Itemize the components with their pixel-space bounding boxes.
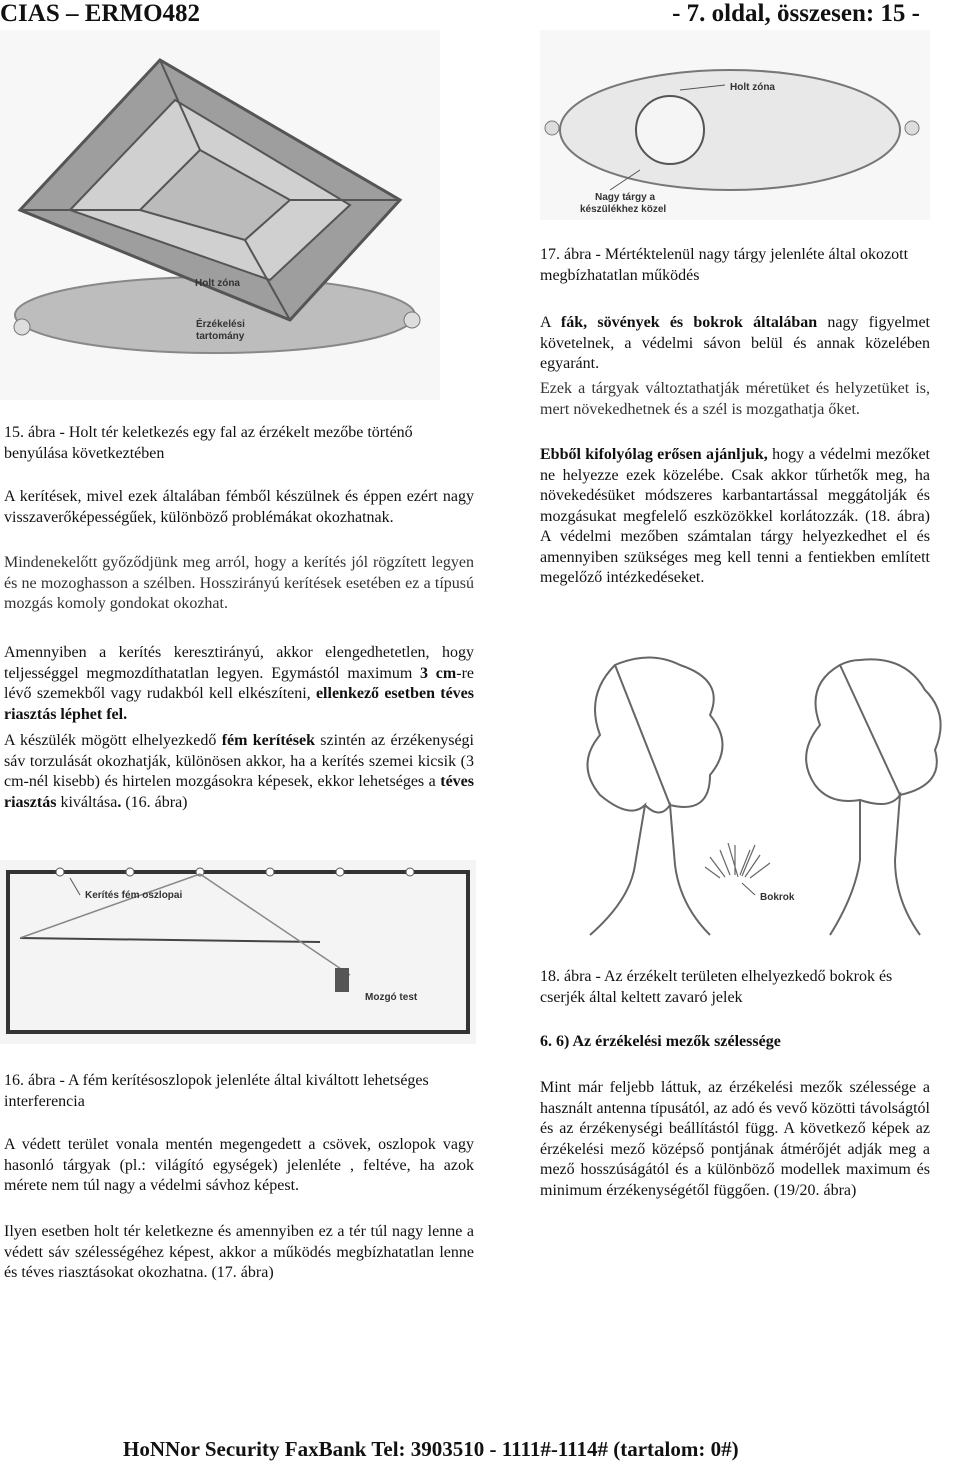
fig15-caption: 15. ábra - Holt tér keletkezés egy fal az érzékelt mezőbe történő benyúlása következtében xyxy=(4,424,413,462)
fig15-label-erzekelesi-2: tartomány xyxy=(196,331,245,342)
figure-18 xyxy=(560,645,960,945)
figure-15 xyxy=(0,30,440,400)
figure-17 xyxy=(540,30,930,220)
figure-16 xyxy=(0,860,476,1044)
footer: HoNNor Security FaxBank Tel: 3903510 - 1111#-1114# (tartalom: 0#) xyxy=(123,1437,739,1461)
fig16-caption: 16. ábra - A fém kerítésoszlopok jelenléte által kiváltott lehetséges interferencia xyxy=(4,1072,429,1110)
right-paragraph-3: Ebből kifolyólag erősen ajánljuk, hogy a védelmi mezőket ne helyezze ezek közelébe. Csak akkor tűrhetők meg, ha növekedésüket módszeres karbantartással meggátolják és mozgásukat megfelelő eszközökkel korlátozzák. (18. ábra) A védelmi mezőben számtalan tárgy helyezkedhet el és amennyiben szükséges meg kell tenni a fentiekben említett megelőző intézkedéseket. xyxy=(540,446,931,586)
right-paragraph-2: Ezek a tárgyak változtathatják méretüket és helyzetüket is, mert növekedhetnek és a szél is mozgathatja őket. xyxy=(540,380,930,418)
fig17-label-nagy-targy-1: Nagy tárgy a xyxy=(595,192,656,203)
left-paragraph-4: A készülék mögött elhelyezkedő fém kerítések szintén az érzékenységi sáv torzulását okozhatják, különösen akkor, ha a kerítés szemei kicsik (3 cm-nél kisebb) és hirtelen mozgásokra képesek, ekkor lehetséges a téves riasztás kiváltása. (16. ábra) xyxy=(4,732,474,811)
fig18-caption: 18. ábra - Az érzékelt területen elhelyezkedő bokrok és cserjék által keltett zavaró jelek xyxy=(540,968,893,1006)
fig16-label-moving: Mozgó test xyxy=(365,992,418,1003)
fig18-label-bokrok: Bokrok xyxy=(760,892,795,903)
fig15-label-erzekelesi-1: Érzékelési xyxy=(196,319,245,330)
section-heading: 6. 6) Az érzékelési mezők szélessége xyxy=(540,1033,781,1050)
left-paragraph-6: Ilyen esetben holt tér keletkezne és amennyiben ez a tér túl nagy lenne a védett sáv szélességéhez képest, akkor a működés megbízhatatlan lenne és téves riasztásokat okozhatna. (17. ábra) xyxy=(4,1223,474,1281)
header-title: CIAS – ERMO482 xyxy=(0,0,201,27)
right-paragraph-1: A fák, sövények és bokrok általában nagy figyelmet követelnek, a védelmi sávon belül és annak közelében egyaránt. xyxy=(540,314,930,372)
left-paragraph-3: Amennyiben a kerítés keresztirányú, akkor elengedhetetlen, hogy teljességgel megmozdíthatatlan legyen. Egymástól maximum 3 cm-re lévő szemekből vagy rudakból kell elkészíteni, ellenkező esetben téves riasztás léphet fel. xyxy=(4,644,475,723)
fig16-label-fence: Kerítés fém oszlopai xyxy=(85,890,183,901)
left-paragraph-1: A kerítések, mivel ezek általában fémből készülnek és éppen ezért nagy visszaverőképességűek, különböző problémákat okozhatnak. xyxy=(4,488,474,526)
fig17-label-holt-zona: Holt zóna xyxy=(730,82,775,93)
left-paragraph-2: Mindenekelőtt győződjünk meg arról, hogy a kerítés jól rögzített legyen és ne mozoghasson a szélben. Hosszirányú kerítések esetében ez a típusú mozgás komoly gondokat okozhat. xyxy=(4,554,474,612)
left-paragraph-5: A védett terület vonala mentén megengedett a csövek, oszlopok vagy hasonló tárgyak (pl.: világító egységek) jelenléte , feltéve, ha azok mérete nem túl nagy a védelmi sávhoz képest. xyxy=(4,1136,474,1194)
fig17-label-nagy-targy-2: készülékhez közel xyxy=(580,204,667,215)
right-paragraph-4: Mint már feljebb láttuk, az érzékelési mezők szélessége a használt antenna típusától, az adó és vevő közötti távolságtól és az érzékenységi beállítástól függ. A következő képek az érzékelési mező középső pontjának átmérőjét adják meg a mező hosszúságától és a különböző modellek maximum és minimum érzékenységétől függően. (19/20. ábra) xyxy=(540,1079,930,1199)
fig15-label-holt-zona: Holt zóna xyxy=(195,278,240,289)
header-page-number: - 7. oldal, összesen: 15 - xyxy=(672,0,920,27)
fig17-caption: 17. ábra - Mértéktelenül nagy tárgy jelenléte által okozott megbízhatatlan működés xyxy=(540,246,909,284)
